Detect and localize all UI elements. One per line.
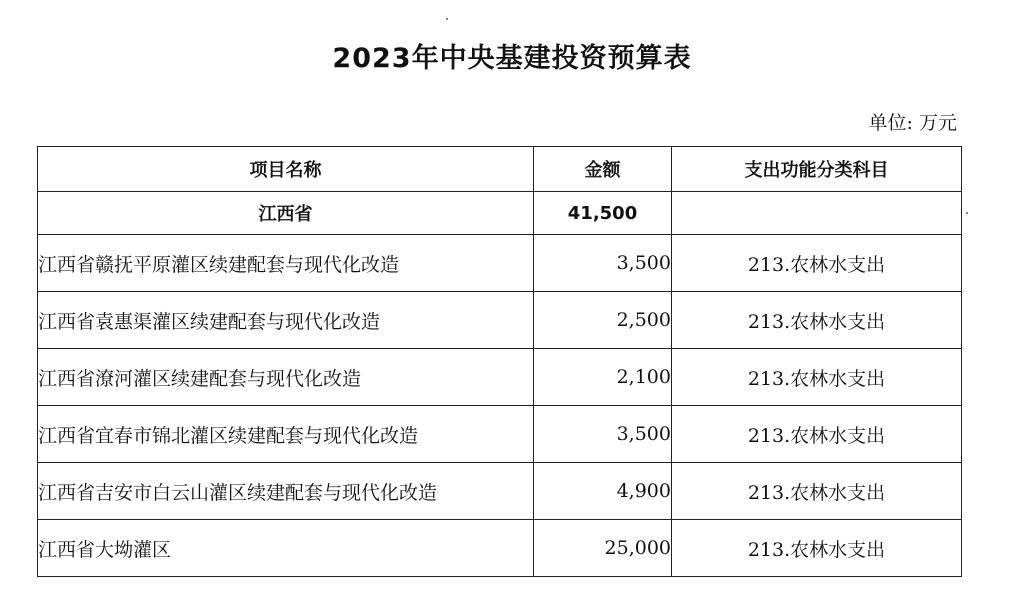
scan-speck xyxy=(446,18,448,20)
table-row xyxy=(38,235,962,292)
table-row xyxy=(38,406,962,463)
amount-cell: 2,100 xyxy=(534,349,672,406)
category-cell: 213.农林水支出 xyxy=(672,349,962,406)
total-amount: 41,500 xyxy=(534,192,672,235)
amount-cell: 4,900 xyxy=(534,463,672,520)
category-cell: 213.农林水支出 xyxy=(672,406,962,463)
category-cell: 213.农林水支出 xyxy=(672,520,962,577)
project-name-cell: 江西省赣抚平原灌区续建配套与现代化改造 xyxy=(38,235,534,292)
table-row xyxy=(38,349,962,406)
amount-cell: 3,500 xyxy=(534,235,672,292)
total-category xyxy=(672,192,962,235)
header-project-name: 项目名称 xyxy=(38,147,534,192)
project-name-cell: 江西省潦河灌区续建配套与现代化改造 xyxy=(38,349,534,406)
header-category: 支出功能分类科目 xyxy=(672,147,962,192)
table-header-row xyxy=(38,147,962,192)
amount-cell: 2,500 xyxy=(534,292,672,349)
project-name-cell: 江西省吉安市白云山灌区续建配套与现代化改造 xyxy=(38,463,534,520)
table-row xyxy=(38,292,962,349)
project-name-cell: 江西省大坳灌区 xyxy=(38,520,534,577)
category-cell: 213.农林水支出 xyxy=(672,463,962,520)
page-title: 2023年中央基建投资预算表 xyxy=(332,43,692,74)
amount-cell: 25,000 xyxy=(534,520,672,577)
project-name-cell: 江西省袁惠渠灌区续建配套与现代化改造 xyxy=(38,292,534,349)
scan-speck xyxy=(966,212,968,214)
table-row xyxy=(38,463,962,520)
budget-table xyxy=(37,146,962,577)
category-cell: 213.农林水支出 xyxy=(672,235,962,292)
category-cell: 213.农林水支出 xyxy=(672,292,962,349)
header-amount: 金额 xyxy=(534,147,672,192)
total-name: 江西省 xyxy=(38,192,534,235)
unit-label: 单位: 万元 xyxy=(868,112,957,134)
table-row xyxy=(38,520,962,577)
project-name-cell: 江西省宜春市锦北灌区续建配套与现代化改造 xyxy=(38,406,534,463)
total-row xyxy=(38,192,962,235)
amount-cell: 3,500 xyxy=(534,406,672,463)
